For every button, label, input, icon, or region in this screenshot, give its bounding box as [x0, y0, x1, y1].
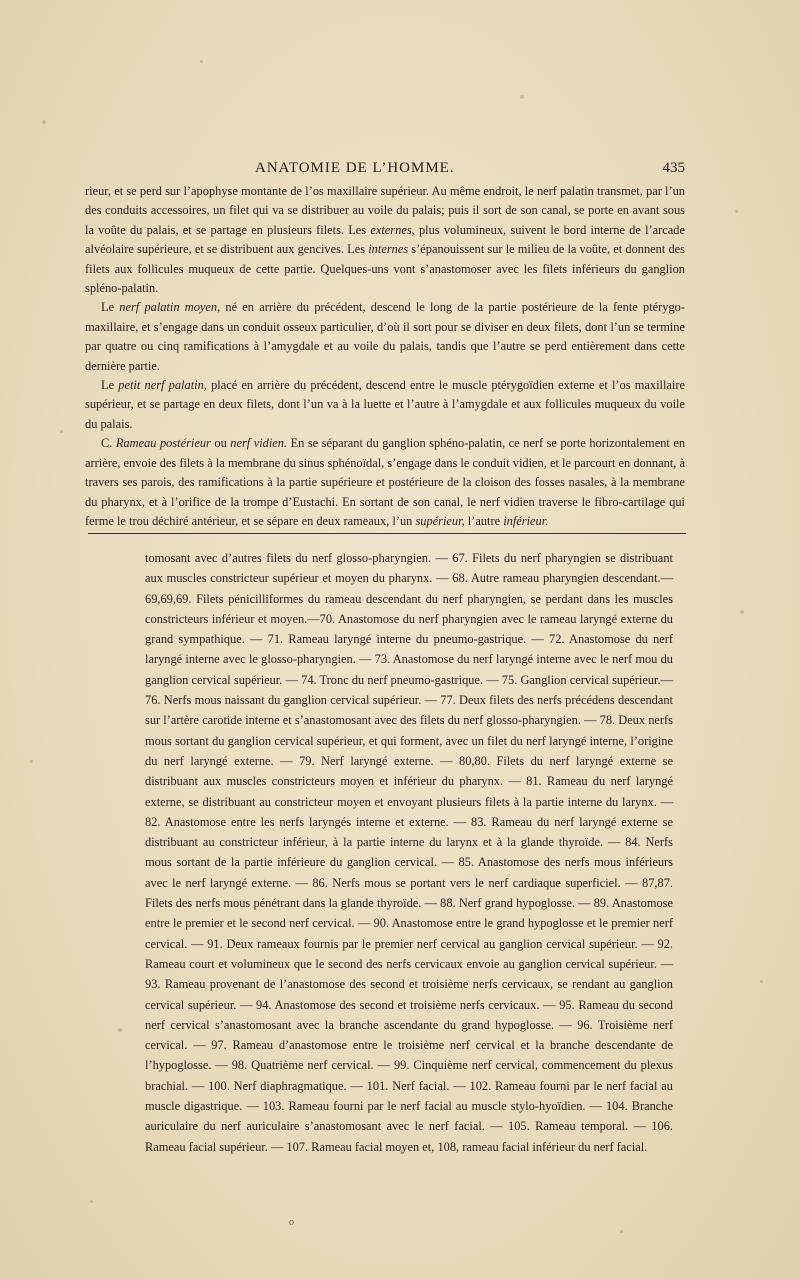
- foxing-speck: [520, 95, 524, 99]
- running-title: ANATOMIE DE L’HOMME.: [255, 160, 455, 176]
- footer-mark: o: [289, 1217, 294, 1228]
- paragraph: Le nerf palatin moyen, né en arrière du précédent, descend le long de la partie postérieure de la fente ptérygo-maxillaire, et s’engage dans un conduit osseux particulier, d’où il sort pour se diviser en deux filets, dont l’un se termine par quatre ou cinq ramifications à l’amygdale et au voile du palais, tandis que l’autre se perd entièrement dans cette dernière partie.: [85, 300, 685, 373]
- foxing-speck: [735, 210, 738, 213]
- page-header: [85, 160, 685, 180]
- foxing-speck: [60, 430, 63, 433]
- foxing-speck: [90, 1200, 93, 1203]
- main-text: [85, 182, 685, 531]
- foxing-speck: [30, 760, 33, 763]
- legend-text: tomosant avec d’autres filets du nerf glosso-pharyngien. — 67. Filets du nerf pharyngien se distribuant aux muscles constricteur supérieur et moyen du pharynx. — 68. Autre rameau pharyngien descendant.— 69,69,69. Filets pénicilliformes du rameau descendant du nerf pharyngien, se perdant dans les muscles constricteurs inférieur et moyen.—70. Anastomose du nerf pharyngien avec le rameau laryngé externe du grand sympathique. — 71. Rameau laryngé interne du pneumo-gastrique. — 72. Anastomose du nerf laryngé interne avec le glosso-pharyngien. — 73. Anastomose du nerf laryngé interne avec le nerf mou du ganglion cervical supérieur. — 74. Tronc du nerf pneumo-gastrique. — 75. Ganglion cervical supérieur.— 76. Nerfs mous naissant du ganglion cervical supérieur. — 77. Deux filets des nerfs précédens descendant sur l’artère carotide interne et s’anastomosant avec des filets du nerf glosso-pharyngien. — 78. Deux nerfs mous sortant du ganglion cervical supérieur, et qui forment, avec un filet du nerf laryngé interne, l’origine du nerf laryngé externe. — 79. Nerf laryngé externe. — 80,80. Filets du nerf laryngé externe se distribuant aux muscles constricteurs moyen et inférieur du pharynx. — 81. Rameau du nerf laryngé externe, se distribuant au constricteur moyen et envoyant plusieurs filets à la partie interne du larynx. — 82. Anastomose entre les nerfs laryngés interne et externe. — 83. Rameau du nerf laryngé externe se distribuant au constricteur inférieur, à la partie interne du larynx et à la glande thyroïde. — 84. Nerfs mous sortant de la partie inférieure du ganglion cervical. — 85. Anastomose des nerfs mous inférieurs avec le nerf laryngé externe. — 86. Nerfs mous se portant vers le nerf cardiaque superficiel. — 87,87. Filets des nerfs mous pénétrant dans la glande thyroïde. — 88. Nerf grand hypoglosse. — 89. Anastomose entre le premier et le second nerf cervical. — 90. Anastomose entre le grand hypoglosse et le premier nerf cervical. — 91. Deux rameaux fournis par le premier nerf cervical au ganglion cervical supérieur. — 92. Rameau court et volumineux que le second des nerfs cervicaux envoie au ganglion cervical supérieur. — 93. Rameau provenant de l’anastomose des second et troisième nerfs cervicaux, se rendant au ganglion cervical supérieur. — 94. Anastomose des second et troisième nerfs cervicaux. — 95. Rameau du second nerf cervical s’anastomosant avec la branche ascendante du grand hypoglosse. — 96. Troisième nerf cervical. — 97. Rameau d’anastomose entre le troisième nerf cervical et la branche descendante de l’hypoglosse. — 98. Quatrième nerf cervical. — 99. Cinquième nerf cervical, commencement du plexus brachial. — 100. Nerf diaphragmatique. — 101. Nerf facial. — 102. Rameau fourni par le nerf facial au muscle digastrique. — 103. Rameau fourni par le nerf facial au muscle stylo-hyoïdien. — 104. Branche auriculaire du nerf auriculaire s’anastomosant avec le nerf facial. — 105. Rameau temporal. — 106. Rameau facial supérieur. — 107. Rameau facial moyen et, 108, rameau facial inférieur du nerf facial.: [145, 551, 673, 1154]
- paragraph: rieur, et se perd sur l’apophyse montante de l’os maxillaire supérieur. Au même endroit, le nerf palatin transmet, par l’un des conduits accessoires, un filet qui va se distribuer au voile du palais; puis il sort de son canal, se porte en avant sous la voûte du palais, et se partage en plusieurs filets. Les externes, plus volumineux, suivent le bord interne de l’arcade alvéolaire supérieure, et se distribuent aux gencives. Les internes s’épanouissent sur le milieu de la voûte, et donnent des filets aux follicules muqueux de cette partie. Quelques-uns vont s’anastomoser avec les filets inférieurs du ganglion spléno-palatin.: [85, 184, 685, 296]
- foxing-speck: [760, 980, 763, 983]
- foxing-speck: [42, 120, 46, 124]
- paragraph: Le petit nerf palatin, placé en arrière du précédent, descend entre le muscle ptérygoïdien externe et l’os maxillaire supérieur, et se partage en deux filets, dont l’un va à la luette et l’autre à l’amygdale et aux follicules muqueux du voile du palais.: [85, 378, 685, 431]
- foxing-speck: [118, 1028, 122, 1032]
- figure-legend: [145, 548, 673, 1157]
- foxing-speck: [200, 60, 203, 63]
- separator-rule: [88, 533, 686, 534]
- page-number: 435: [662, 160, 685, 176]
- paragraph: C. Rameau postérieur ou nerf vidien. En se séparant du ganglion sphéno-palatin, ce nerf se porte horizontalement en arrière, envoie des filets à la membrane du sinus sphénoïdal, s’engage dans le conduit vidien, et le parcourt en donnant, à travers ses parois, des ramifications à la partie supérieure et postérieure de la cloison des fosses nasales, à la membrane du pharynx, et à l’orifice de la trompe d’Eustachi. En sortant de son canal, le nerf vidien traverse le fibro-cartilage qui ferme le trou déchiré antérieur, et se sépare en deux rameaux, l’un supérieur, l’autre inférieur.: [85, 436, 686, 528]
- foxing-speck: [740, 610, 744, 614]
- foxing-speck: [620, 1230, 623, 1233]
